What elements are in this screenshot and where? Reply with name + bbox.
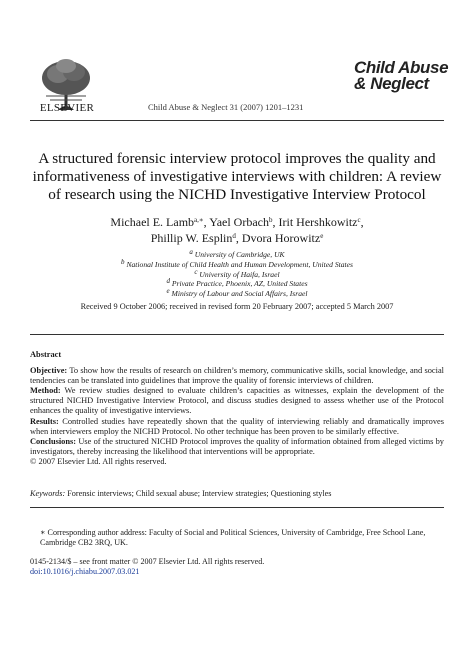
abstract-results <box>30 417 444 437</box>
journal-citation: Child Abuse & Neglect 31 (2007) 1201–1231 <box>148 102 304 112</box>
affiliation <box>30 250 444 260</box>
author-affil-mark[interactable]: c <box>357 216 361 224</box>
abstract-text: To show how the results of research on children’s memory, communicative skills, social knowledge, and social tendencies can be translated into guidelines that improve the quality of forensic interviews of children. <box>30 366 444 386</box>
section-rule <box>30 507 444 508</box>
author-name: Irit Hershkowitz <box>278 215 358 229</box>
author-sep: , <box>203 215 210 229</box>
abstract <box>30 350 444 467</box>
abstract-text: We review studies designed to evaluate children’s capacities as witnesses, explain the development of the structured NICHD Investigative Interview Protocol, and discuss studies designed to assess whether use of the Protocol enhances the quality of investigative interviews. <box>30 386 444 416</box>
abstract-objective <box>30 366 444 386</box>
affil-mark: c <box>194 267 198 276</box>
affil-mark: d <box>166 277 170 286</box>
doi-link[interactable]: doi:10.1016/j.chiabu.2007.03.021 <box>30 567 140 576</box>
received-dates: Received 9 October 2006; received in revised form 20 February 2007; accepted 5 March 2007 <box>80 302 394 311</box>
front-matter-footer <box>30 557 444 577</box>
issn-line: 0145-2134/$ – see front matter © 2007 Elsevier Ltd. All rights reserved. <box>30 557 265 566</box>
affil-mark: e <box>166 287 170 296</box>
abstract-label: Results: <box>30 416 59 426</box>
abstract-text: Use of the structured NICHD Protocol improves the quality of information obtained from alleged victims by investigators, thereby increasing the likelihood that interventions will be appropriate. <box>30 436 444 456</box>
keywords <box>30 489 444 498</box>
journal-logo-line1: Child Abuse <box>354 58 449 77</box>
abstract-copyright: © 2007 Elsevier Ltd. All rights reserved. <box>30 456 167 466</box>
author-affil-mark[interactable]: b <box>269 216 273 224</box>
publisher-name: ELSEVIER <box>39 102 95 114</box>
author-affil-mark[interactable]: a,∗ <box>194 216 204 224</box>
author-name: Dvora Horowitz <box>241 231 321 245</box>
affiliation-list <box>30 250 444 299</box>
affil-text: National Institute of Child Health and Human Development, United States <box>126 259 353 269</box>
article-title: A structured forensic interview protocol improves the quality and informativeness of investigative interviews with children: A review of research using the NICHD Investigative Interview Protocol <box>32 150 442 203</box>
affil-text: University of Haifa, Israel <box>199 269 280 279</box>
affiliation <box>30 289 444 299</box>
author-name: Phillip W. Esplin <box>150 231 233 245</box>
keywords-text: Forensic interviews; Child sexual abuse; Interview strategies; Questioning styles <box>67 489 332 498</box>
affil-mark: a <box>189 248 193 256</box>
author-sep: , <box>360 215 364 229</box>
footnote-text: Corresponding author address: Faculty of Social and Political Sciences, University of Cambridge, Free School Lane, Cambridge CB2 3RQ, UK. <box>40 528 426 547</box>
abstract-text: Controlled studies have repeatedly shown that the quality of interviewing reliably and dramatically improves when interviewers employ the NICHD Protocol. No other technique has been proven to be similarly effective. <box>30 416 444 436</box>
abstract-heading: Abstract <box>30 350 62 359</box>
author-line-1 <box>30 214 444 230</box>
affil-text: Ministry of Labour and Social Affairs, Israel <box>171 289 308 299</box>
abstract-label: Objective: <box>30 366 68 376</box>
abstract-label: Method: <box>30 386 61 396</box>
abstract-conclusions <box>30 437 444 457</box>
affiliation <box>30 279 444 289</box>
author-sep: , <box>235 231 242 245</box>
journal-logo <box>354 60 448 92</box>
author-line-2 <box>30 230 444 246</box>
header-rule <box>30 120 444 121</box>
footnote-mark: ∗ <box>40 528 46 537</box>
affil-text: University of Cambridge, UK <box>194 250 285 259</box>
author-sep: , <box>272 215 279 229</box>
keywords-label: Keywords: <box>30 489 66 498</box>
affil-text: Private Practice, Phoenix, AZ, United States <box>171 279 308 289</box>
author-affil-mark[interactable]: d <box>232 232 236 240</box>
author-list <box>30 214 444 246</box>
abstract-method <box>30 386 444 416</box>
author-name: Michael E. Lamb <box>110 215 195 229</box>
abstract-label: Conclusions: <box>30 436 77 446</box>
journal-logo-line2: & Neglect <box>354 74 429 93</box>
section-rule <box>30 334 444 335</box>
affiliation <box>30 267 444 280</box>
affiliation <box>30 257 444 270</box>
corresponding-author-footnote <box>40 528 444 548</box>
affil-mark: b <box>121 257 125 266</box>
author-name: Yael Orbach <box>209 215 269 229</box>
author-affil-mark[interactable]: e <box>320 232 324 240</box>
